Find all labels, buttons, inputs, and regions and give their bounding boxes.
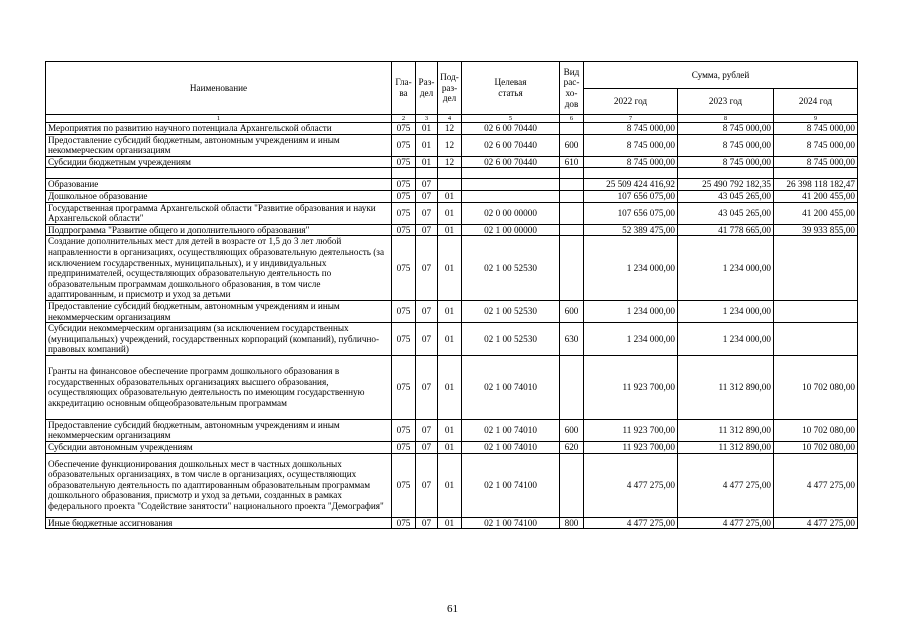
header-year-2024: 2024 год bbox=[774, 89, 858, 115]
header-vid: Вид рас- хо- дов bbox=[560, 62, 584, 115]
row-amount-2022: 11 923 700,00 bbox=[584, 442, 678, 454]
column-number: 3 bbox=[416, 115, 438, 123]
row-amount-2022: 1 234 000,00 bbox=[584, 300, 678, 322]
row-podrazdel: 12 bbox=[438, 123, 462, 135]
row-glava: 075 bbox=[392, 517, 416, 529]
row-glava: 075 bbox=[392, 442, 416, 454]
row-amount-2023: 11 312 890,00 bbox=[678, 419, 774, 441]
row-glava: 075 bbox=[392, 202, 416, 224]
row-amount-2023: 1 234 000,00 bbox=[678, 236, 774, 301]
table-row bbox=[46, 236, 858, 301]
row-podrazdel: 01 bbox=[438, 419, 462, 441]
row-name: Мероприятия по развитию научного потенциала Архангельской области bbox=[46, 123, 392, 135]
column-number: 9 bbox=[774, 115, 858, 123]
row-amount-2022: 8 745 000,00 bbox=[584, 156, 678, 168]
table-row bbox=[46, 123, 858, 135]
row-vid: 600 bbox=[560, 134, 584, 156]
row-amount-2022: 1 234 000,00 bbox=[584, 236, 678, 301]
row-glava: 075 bbox=[392, 224, 416, 236]
row-amount-2022: 25 509 424 416,92 bbox=[584, 179, 678, 191]
row-razdel: 07 bbox=[416, 236, 438, 301]
row-vid bbox=[560, 355, 584, 419]
row-podrazdel bbox=[438, 168, 462, 179]
row-podrazdel bbox=[438, 179, 462, 191]
row-podrazdel: 01 bbox=[438, 453, 462, 517]
row-celevaya: 02 1 00 52530 bbox=[462, 323, 560, 356]
row-amount-2024 bbox=[774, 236, 858, 301]
row-podrazdel: 01 bbox=[438, 236, 462, 301]
row-amount-2024 bbox=[774, 300, 858, 322]
row-celevaya bbox=[462, 168, 560, 179]
row-celevaya: 02 1 00 74010 bbox=[462, 419, 560, 441]
row-name: Субсидии автономным учреждениям bbox=[46, 442, 392, 454]
table-body bbox=[46, 123, 858, 529]
row-razdel: 07 bbox=[416, 300, 438, 322]
row-amount-2024: 26 398 118 182,47 bbox=[774, 179, 858, 191]
row-amount-2024 bbox=[774, 168, 858, 179]
row-razdel: 07 bbox=[416, 323, 438, 356]
row-amount-2023: 1 234 000,00 bbox=[678, 300, 774, 322]
column-number: 6 bbox=[560, 115, 584, 123]
row-amount-2023 bbox=[678, 168, 774, 179]
row-amount-2023: 43 045 265,00 bbox=[678, 202, 774, 224]
row-amount-2022: 107 656 075,00 bbox=[584, 190, 678, 202]
row-razdel: 07 bbox=[416, 517, 438, 529]
row-glava: 075 bbox=[392, 134, 416, 156]
column-number: 2 bbox=[392, 115, 416, 123]
row-podrazdel: 01 bbox=[438, 355, 462, 419]
column-number: 4 bbox=[438, 115, 462, 123]
row-glava: 075 bbox=[392, 323, 416, 356]
row-podrazdel: 12 bbox=[438, 134, 462, 156]
column-number: 1 bbox=[46, 115, 392, 123]
table-row bbox=[46, 134, 858, 156]
row-celevaya: 02 1 00 52530 bbox=[462, 300, 560, 322]
row-vid bbox=[560, 123, 584, 135]
row-amount-2024 bbox=[774, 323, 858, 356]
row-vid: 610 bbox=[560, 156, 584, 168]
row-razdel: 01 bbox=[416, 156, 438, 168]
row-podrazdel: 12 bbox=[438, 156, 462, 168]
row-celevaya: 02 0 00 00000 bbox=[462, 202, 560, 224]
row-glava: 075 bbox=[392, 300, 416, 322]
row-razdel: 07 bbox=[416, 453, 438, 517]
row-amount-2022 bbox=[584, 168, 678, 179]
row-name: Подпрограмма "Развитие общего и дополнительного образования" bbox=[46, 224, 392, 236]
row-razdel: 07 bbox=[416, 419, 438, 441]
row-amount-2023: 8 745 000,00 bbox=[678, 156, 774, 168]
row-celevaya: 02 6 00 70440 bbox=[462, 134, 560, 156]
row-vid: 600 bbox=[560, 300, 584, 322]
row-name: Государственная программа Архангельской области "Развитие образования и науки Архангельской области" bbox=[46, 202, 392, 224]
row-glava: 075 bbox=[392, 236, 416, 301]
row-amount-2024: 41 200 455,00 bbox=[774, 190, 858, 202]
row-amount-2024: 10 702 080,00 bbox=[774, 442, 858, 454]
row-glava: 075 bbox=[392, 190, 416, 202]
row-razdel: 01 bbox=[416, 134, 438, 156]
row-razdel bbox=[416, 168, 438, 179]
row-glava bbox=[392, 168, 416, 179]
row-razdel: 07 bbox=[416, 190, 438, 202]
row-vid bbox=[560, 202, 584, 224]
row-name: Обеспечение функционирования дошкольных мест в частных дошкольных образовательных организациях, в том числе в организациях, осуществляющих образовательную деятельность по адаптированным образовательным программам дошкольного образования, присмотр и уход за детьми, созданных в рамках федерального проекта "Содействие занятости" национального проекта "Демография" bbox=[46, 453, 392, 517]
row-celevaya: 02 6 00 70440 bbox=[462, 156, 560, 168]
row-vid bbox=[560, 236, 584, 301]
table-row bbox=[46, 224, 858, 236]
row-glava: 075 bbox=[392, 123, 416, 135]
row-name: Дошкольное образование bbox=[46, 190, 392, 202]
column-number: 7 bbox=[584, 115, 678, 123]
row-vid: 600 bbox=[560, 419, 584, 441]
row-razdel: 07 bbox=[416, 202, 438, 224]
row-amount-2022: 8 745 000,00 bbox=[584, 123, 678, 135]
row-razdel: 01 bbox=[416, 123, 438, 135]
row-celevaya: 02 1 00 74010 bbox=[462, 442, 560, 454]
row-amount-2024: 41 200 455,00 bbox=[774, 202, 858, 224]
column-numbers-row bbox=[46, 115, 858, 123]
row-celevaya: 02 1 00 74010 bbox=[462, 355, 560, 419]
row-amount-2023: 41 778 665,00 bbox=[678, 224, 774, 236]
table-row bbox=[46, 190, 858, 202]
table-row bbox=[46, 442, 858, 454]
row-amount-2023: 1 234 000,00 bbox=[678, 323, 774, 356]
row-amount-2023: 4 477 275,00 bbox=[678, 453, 774, 517]
row-podrazdel: 01 bbox=[438, 224, 462, 236]
table-row bbox=[46, 202, 858, 224]
row-amount-2024: 8 745 000,00 bbox=[774, 156, 858, 168]
row-name bbox=[46, 168, 392, 179]
row-podrazdel: 01 bbox=[438, 323, 462, 356]
row-celevaya: 02 1 00 00000 bbox=[462, 224, 560, 236]
header-celevaya: Целевая статья bbox=[462, 62, 560, 115]
row-amount-2022: 11 923 700,00 bbox=[584, 419, 678, 441]
column-number: 8 bbox=[678, 115, 774, 123]
row-glava: 075 bbox=[392, 179, 416, 191]
row-vid bbox=[560, 224, 584, 236]
row-name: Субсидии бюджетным учреждениям bbox=[46, 156, 392, 168]
table-row bbox=[46, 179, 858, 191]
row-celevaya: 02 6 00 70440 bbox=[462, 123, 560, 135]
row-amount-2024: 39 933 855,00 bbox=[774, 224, 858, 236]
row-celevaya: 02 1 00 74100 bbox=[462, 517, 560, 529]
row-amount-2024: 10 702 080,00 bbox=[774, 355, 858, 419]
row-amount-2024: 10 702 080,00 bbox=[774, 419, 858, 441]
header-year-2023: 2023 год bbox=[678, 89, 774, 115]
row-amount-2022: 11 923 700,00 bbox=[584, 355, 678, 419]
table-row bbox=[46, 517, 858, 529]
row-vid: 620 bbox=[560, 442, 584, 454]
row-razdel: 07 bbox=[416, 355, 438, 419]
table-row bbox=[46, 300, 858, 322]
row-podrazdel: 01 bbox=[438, 300, 462, 322]
row-amount-2023: 43 045 265,00 bbox=[678, 190, 774, 202]
page-number: 61 bbox=[447, 603, 458, 615]
row-podrazdel: 01 bbox=[438, 517, 462, 529]
table-row bbox=[46, 453, 858, 517]
row-vid bbox=[560, 168, 584, 179]
row-glava: 075 bbox=[392, 419, 416, 441]
row-podrazdel: 01 bbox=[438, 202, 462, 224]
row-vid bbox=[560, 179, 584, 191]
table-row bbox=[46, 355, 858, 419]
row-amount-2023: 8 745 000,00 bbox=[678, 123, 774, 135]
header-podrazdel: Под- раз- дел bbox=[438, 62, 462, 115]
row-name: Образование bbox=[46, 179, 392, 191]
row-amount-2023: 11 312 890,00 bbox=[678, 442, 774, 454]
row-razdel: 07 bbox=[416, 442, 438, 454]
column-number: 5 bbox=[462, 115, 560, 123]
header-name: Наименование bbox=[46, 62, 392, 115]
row-amount-2024: 4 477 275,00 bbox=[774, 453, 858, 517]
row-name: Предоставление субсидий бюджетным, автономным учреждениям и иным некоммерческим организациям bbox=[46, 419, 392, 441]
row-amount-2024: 8 745 000,00 bbox=[774, 134, 858, 156]
row-podrazdel: 01 bbox=[438, 442, 462, 454]
header-razdel: Раз- дел bbox=[416, 62, 438, 115]
row-vid: 630 bbox=[560, 323, 584, 356]
row-vid bbox=[560, 190, 584, 202]
row-amount-2023: 25 490 792 182,35 bbox=[678, 179, 774, 191]
row-amount-2024: 4 477 275,00 bbox=[774, 517, 858, 529]
row-celevaya bbox=[462, 179, 560, 191]
row-amount-2023: 4 477 275,00 bbox=[678, 517, 774, 529]
row-amount-2022: 107 656 075,00 bbox=[584, 202, 678, 224]
header-glava: Гла- ва bbox=[392, 62, 416, 115]
budget-table bbox=[45, 61, 858, 529]
row-amount-2023: 8 745 000,00 bbox=[678, 134, 774, 156]
row-name: Предоставление субсидий бюджетным, автономным учреждениям и иным некоммерческим организациям bbox=[46, 134, 392, 156]
row-glava: 075 bbox=[392, 355, 416, 419]
row-celevaya: 02 1 00 52530 bbox=[462, 236, 560, 301]
row-vid bbox=[560, 453, 584, 517]
row-name: Субсидии некоммерческим организациям (за исключением государственных (муниципальных) учреждений, государственных корпораций (компаний), публично-правовых компаний) bbox=[46, 323, 392, 356]
row-name: Иные бюджетные ассигнования bbox=[46, 517, 392, 529]
table-row bbox=[46, 156, 858, 168]
row-amount-2022: 8 745 000,00 bbox=[584, 134, 678, 156]
row-celevaya bbox=[462, 190, 560, 202]
row-amount-2022: 1 234 000,00 bbox=[584, 323, 678, 356]
row-amount-2023: 11 312 890,00 bbox=[678, 355, 774, 419]
table-row bbox=[46, 323, 858, 356]
table-row bbox=[46, 168, 858, 179]
table-row bbox=[46, 419, 858, 441]
row-vid: 800 bbox=[560, 517, 584, 529]
row-celevaya: 02 1 00 74100 bbox=[462, 453, 560, 517]
row-razdel: 07 bbox=[416, 179, 438, 191]
row-amount-2022: 4 477 275,00 bbox=[584, 453, 678, 517]
row-amount-2022: 52 389 475,00 bbox=[584, 224, 678, 236]
row-glava: 075 bbox=[392, 156, 416, 168]
row-name: Создание дополнительных мест для детей в возрасте от 1,5 до 3 лет любой направленности в организациях, осуществляющих образовательную деятельность (за исключением государственных, муниципальных), и у индивидуальных предпринимателей, осуществляющих образовательную деятельность по образовательным программам дошкольного образования, в том числе адаптированным, и присмотр и уход за детьми bbox=[46, 236, 392, 301]
row-amount-2024: 8 745 000,00 bbox=[774, 123, 858, 135]
row-podrazdel: 01 bbox=[438, 190, 462, 202]
row-razdel: 07 bbox=[416, 224, 438, 236]
row-name: Предоставление субсидий бюджетным, автономным учреждениям и иным некоммерческим организациям bbox=[46, 300, 392, 322]
row-amount-2022: 4 477 275,00 bbox=[584, 517, 678, 529]
row-glava: 075 bbox=[392, 453, 416, 517]
header-summa: Сумма, рублей bbox=[584, 62, 858, 89]
row-name: Гранты на финансовое обеспечение программ дошкольного образования в государственных образовательных организациях высшего образования, осуществляющих образовательную деятельность по имеющим государственную аккредитацию основным общеобразовательным программам bbox=[46, 355, 392, 419]
header-year-2022: 2022 год bbox=[584, 89, 678, 115]
